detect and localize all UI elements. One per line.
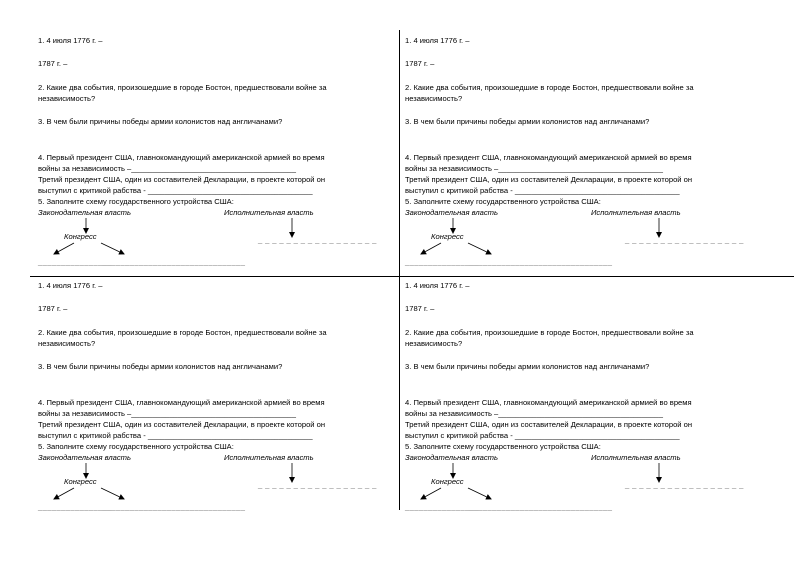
- question-2-line-2: независимость?: [38, 94, 96, 103]
- congress-label: Конгресс: [431, 232, 464, 241]
- question-1-date-1787: 1787 г. –: [405, 59, 435, 68]
- question-4-line-4: выступил с критикой рабства - _______________________________________: [405, 431, 680, 440]
- congress-label: Конгресс: [64, 232, 97, 241]
- executive-answer-blank: _ _ _ _ _ _ _ _ _ _ _ _ _ _ _ _ _: [625, 480, 744, 489]
- chamber-answer-blank-right: _______________________________: [469, 257, 613, 266]
- chamber-answer-blank-right: _______________________________: [469, 502, 613, 511]
- arrow-congress-right: [468, 243, 491, 254]
- executive-branch-label: Исполнительная власть: [591, 208, 681, 217]
- scheme-arrows: [38, 279, 388, 524]
- question-3: 3. В чем были причины победы армии колонистов над англичанами?: [405, 117, 650, 126]
- question-4-line-3: Третий президент США, один из составителей Декларации, в проекте которой он: [405, 420, 693, 429]
- question-2-line-1: 2. Какие два события, произошедшие в городе Бостон, предшествовали войне за: [38, 328, 327, 337]
- question-2-line-2: независимость?: [38, 339, 96, 348]
- scheme-arrows: [405, 279, 755, 524]
- arrow-congress-right: [101, 243, 124, 254]
- vertical-cut-line: [399, 30, 400, 510]
- question-2-line-1: 2. Какие два события, произошедшие в городе Бостон, предшествовали войне за: [405, 328, 694, 337]
- chamber-answer-blank-left: ________________: [405, 257, 479, 266]
- question-4-line-4: выступил с критикой рабства - _______________________________________: [38, 431, 313, 440]
- legislative-branch-label: Законодательная власть: [405, 453, 498, 462]
- executive-branch-label: Исполнительная власть: [591, 453, 681, 462]
- question-4-line-4: выступил с критикой рабства - _______________________________________: [405, 186, 680, 195]
- question-4-line-3: Третий президент США, один из составителей Декларации, в проекте которой он: [38, 420, 326, 429]
- question-2-line-1: 2. Какие два события, произошедшие в городе Бостон, предшествовали войне за: [405, 83, 694, 92]
- question-5: 5. Заполните схему государственного устройства США:: [38, 442, 234, 451]
- question-1-date-1776: 1. 4 июля 1776 г. –: [405, 281, 470, 290]
- chamber-answer-blank-left: ________________: [38, 257, 112, 266]
- arrow-congress-right: [101, 488, 124, 499]
- question-4-line-1: 4. Первый президент США, главнокомандующий американской армией во время: [405, 153, 692, 162]
- question-1-date-1787: 1787 г. –: [38, 304, 68, 313]
- question-4-line-1: 4. Первый президент США, главнокомандующий американской армией во время: [38, 398, 325, 407]
- question-2-line-2: независимость?: [405, 94, 463, 103]
- scheme-arrows: [405, 34, 755, 279]
- question-1-date-1776: 1. 4 июля 1776 г. –: [405, 36, 470, 45]
- executive-answer-blank: _ _ _ _ _ _ _ _ _ _ _ _ _ _ _ _ _: [625, 235, 744, 244]
- question-4-line-2: войны за независимость –_______________________________________: [38, 164, 296, 173]
- question-4-line-2: войны за независимость –_______________________________________: [405, 409, 663, 418]
- question-4-line-4: выступил с критикой рабства - _______________________________________: [38, 186, 313, 195]
- question-3: 3. В чем были причины победы армии колонистов над англичанами?: [38, 362, 283, 371]
- chamber-answer-blank-left: ________________: [38, 502, 112, 511]
- question-1-date-1776: 1. 4 июля 1776 г. –: [38, 281, 103, 290]
- worksheet-card: [405, 34, 755, 279]
- executive-answer-blank: _ _ _ _ _ _ _ _ _ _ _ _ _ _ _ _ _: [258, 235, 377, 244]
- arrow-congress-left: [421, 243, 441, 254]
- question-2-line-2: независимость?: [405, 339, 463, 348]
- executive-answer-blank: _ _ _ _ _ _ _ _ _ _ _ _ _ _ _ _ _: [258, 480, 377, 489]
- chamber-answer-blank-right: _______________________________: [102, 257, 246, 266]
- question-1-date-1787: 1787 г. –: [405, 304, 435, 313]
- legislative-branch-label: Законодательная власть: [38, 208, 131, 217]
- question-4-line-3: Третий президент США, один из составителей Декларации, в проекте которой он: [405, 175, 693, 184]
- arrow-congress-left: [54, 488, 74, 499]
- question-4-line-1: 4. Первый президент США, главнокомандующий американской армией во время: [38, 153, 325, 162]
- legislative-branch-label: Законодательная власть: [405, 208, 498, 217]
- worksheet-card: [38, 34, 388, 279]
- worksheet-card: [405, 279, 755, 524]
- executive-branch-label: Исполнительная власть: [224, 453, 314, 462]
- worksheet-card: [38, 279, 388, 524]
- question-5: 5. Заполните схему государственного устройства США:: [405, 197, 601, 206]
- executive-branch-label: Исполнительная власть: [224, 208, 314, 217]
- arrow-congress-left: [421, 488, 441, 499]
- chamber-answer-blank-left: ________________: [405, 502, 479, 511]
- legislative-branch-label: Законодательная власть: [38, 453, 131, 462]
- question-4-line-1: 4. Первый президент США, главнокомандующий американской армией во время: [405, 398, 692, 407]
- question-5: 5. Заполните схему государственного устройства США:: [38, 197, 234, 206]
- question-1-date-1776: 1. 4 июля 1776 г. –: [38, 36, 103, 45]
- question-5: 5. Заполните схему государственного устройства США:: [405, 442, 601, 451]
- arrow-congress-right: [468, 488, 491, 499]
- question-2-line-1: 2. Какие два события, произошедшие в городе Бостон, предшествовали войне за: [38, 83, 327, 92]
- congress-label: Конгресс: [431, 477, 464, 486]
- question-3: 3. В чем были причины победы армии колонистов над англичанами?: [405, 362, 650, 371]
- question-4-line-2: войны за независимость –_______________________________________: [38, 409, 296, 418]
- question-1-date-1787: 1787 г. –: [38, 59, 68, 68]
- question-4-line-2: войны за независимость –_______________________________________: [405, 164, 663, 173]
- congress-label: Конгресс: [64, 477, 97, 486]
- arrow-congress-left: [54, 243, 74, 254]
- question-3: 3. В чем были причины победы армии колонистов над англичанами?: [38, 117, 283, 126]
- scheme-arrows: [38, 34, 388, 279]
- chamber-answer-blank-right: _______________________________: [102, 502, 246, 511]
- question-4-line-3: Третий президент США, один из составителей Декларации, в проекте которой он: [38, 175, 326, 184]
